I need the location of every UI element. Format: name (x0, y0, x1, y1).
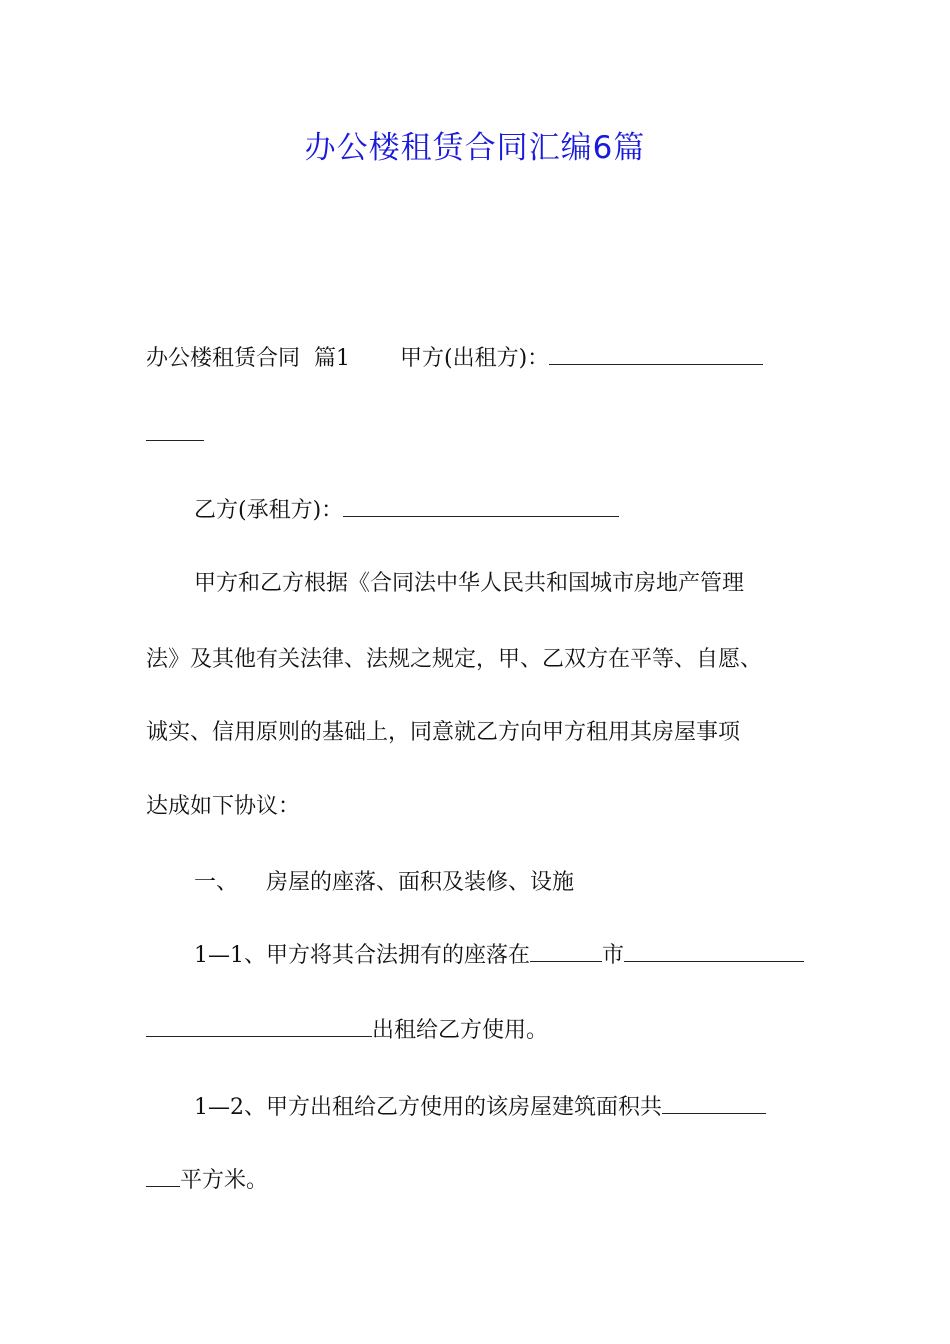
clause-1-1-line-1 (194, 941, 874, 971)
intro-paragraph-line-1: 甲方和乙方根据《合同法中华人民共和国城市房地产管理 (194, 571, 745, 596)
intro-paragraph-line-4: 达成如下协议： (146, 794, 301, 819)
clause-1-2-text: 1—2、甲方出租给乙方使用的该房屋建筑面积共 (194, 1095, 662, 1120)
party-a-label: 甲方(出租方)： (400, 346, 550, 371)
clause-1-1-line-2 (146, 1016, 826, 1046)
clause-1-2-area-blank (662, 1093, 766, 1114)
contract-part-label: 篇1 (314, 346, 351, 371)
document-title: 办公楼租赁合同汇编6篇 (304, 130, 646, 166)
clause-1-2-line-1 (194, 1093, 874, 1123)
section-1-heading (194, 868, 874, 898)
clause-1-1-address-blank (624, 941, 804, 962)
contract-heading-line (146, 344, 826, 374)
section-1-title: 房屋的座落、面积及装修、设施 (266, 870, 575, 895)
party-b-line (194, 496, 874, 526)
section-1-number: 一、 (194, 870, 239, 895)
party-b-blank (343, 496, 619, 517)
intro-paragraph-line-3: 诚实、信用原则的基础上，同意就乙方向甲方租用其房屋事项 (146, 720, 741, 745)
clause-1-1-city-blank (530, 941, 602, 962)
party-a-blank-continued (146, 420, 204, 441)
clause-1-1-end: 出租给乙方使用。 (372, 1018, 549, 1043)
intro-paragraph-line-2: 法》及其他有关法律、法规之规定，甲、乙双方在平等、自愿、 (146, 647, 763, 672)
clause-1-1-text: 1—1、甲方将其合法拥有的座落在 (194, 943, 530, 968)
clause-1-1-city-label: 市 (602, 943, 625, 968)
party-b-label: 乙方(承租方)： (194, 498, 344, 523)
party-a-blank (549, 344, 763, 365)
clause-1-1-address-blank-continued (146, 1016, 372, 1037)
contract-heading: 办公楼租赁合同 (146, 346, 301, 371)
clause-1-2-end: 平方米。 (180, 1168, 269, 1193)
party-a-blank-continued-line (146, 420, 826, 450)
clause-1-2-area-blank-continued (146, 1166, 180, 1187)
clause-1-2-line-2 (146, 1166, 826, 1196)
